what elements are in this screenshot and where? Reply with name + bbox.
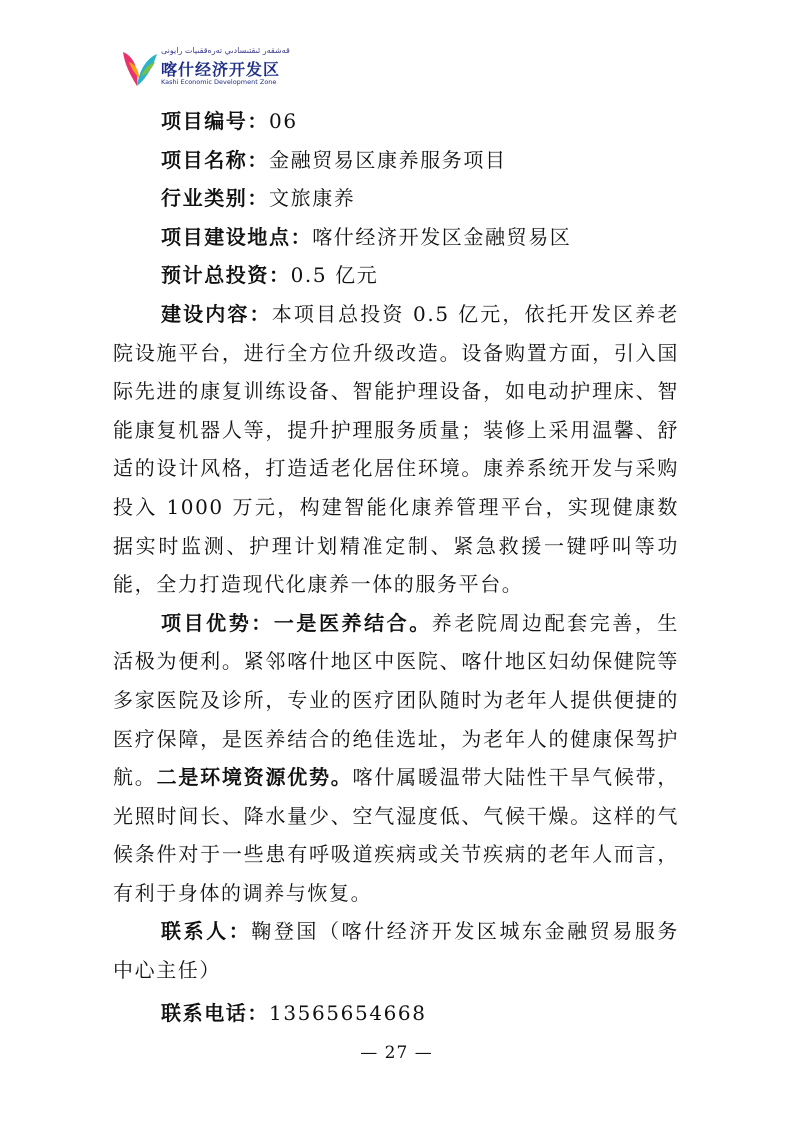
advantage-2-text: 喀什属暖温带大陆性干旱气候带，光照时间长、降水量少、空气湿度低、气候干燥。这样的气候条件对于一些患有呼吸道疾病或关节疾病的老年人而言，有利于身体的调养与恢复。 [113,765,680,905]
project-name-value: 金融贸易区康养服务项目 [269,147,507,172]
logo-english-name: Kashi Economic Development Zone [161,78,277,86]
investment-label: 预计总投资： [161,263,291,288]
construction-content-text: 本项目总投资 0.5 亿元，依托开发区养老院设施平台，进行全方位升级改造。设备购置方面，引入国际先进的康复训练设备、智能护理设备，如电动护理床、智能康复机器人等，提升护理服务质量；装修上采用温馨、舒适的设计风格，打造适老化居住环境。康养系统开发与采购投入 1000 万元，构建智能化康养管理平台，实现健康数据实时监测、护理计划精准定制、紧急救援一键呼叫等功能，全力打造现代化康养一体的服务平台。 [113,301,680,597]
project-name-label: 项目名称： [161,147,269,172]
location-label: 项目建设地点： [161,224,313,249]
kashi-logo [119,44,290,94]
page-number: — 27 — [360,1043,433,1063]
advantages-label: 项目优势： [161,610,274,635]
project-number-label: 项目编号： [161,109,269,133]
construction-content-paragraph [113,295,679,604]
location-line [113,218,679,257]
advantage-1-text: 养老院周边配套完善，生活极为便利。紧邻喀什地区中医院、喀什地区妇幼保健院等多家医院及诊所，专业的医疗团队随时为老年人提供便捷的医疗保障，是医养结合的绝佳选址，为老年人的健康保驾护航。 [113,610,680,790]
industry-value: 文旅康养 [269,186,356,211]
logo-chinese-name: 喀什经济开发区 [161,60,281,79]
advantages-paragraph [113,604,679,913]
phone-line [113,994,679,1033]
project-name-line [113,141,679,180]
industry-label: 行业类别： [161,186,269,211]
project-details [113,102,679,1032]
investment-line [113,256,679,295]
investment-value: 0.5 亿元 [290,263,379,288]
contact-person-paragraph [113,912,679,989]
location-value: 喀什经济开发区金融贸易区 [312,224,572,249]
contact-person-label: 联系人： [161,919,252,944]
construction-content-label: 建设内容： [161,301,272,326]
advantage-2-title: 二是环境资源优势。 [156,765,353,790]
contact-person-value: 鞠登国（喀什经济开发区城东金融贸易服务中心主任） [113,919,680,983]
logo-uyghur-text: قەشقەر ئىقتىسادىي تەرەققىيات رايونى [161,46,290,55]
project-number-line [113,102,679,141]
project-number-value: 06 [269,109,298,133]
kashi-logo-icon [119,46,159,92]
phone-value: 13565654668 [269,1000,427,1025]
industry-line [113,179,679,218]
phone-label: 联系电话： [161,1000,269,1025]
advantage-1-title: 一是医养结合。 [273,610,432,635]
